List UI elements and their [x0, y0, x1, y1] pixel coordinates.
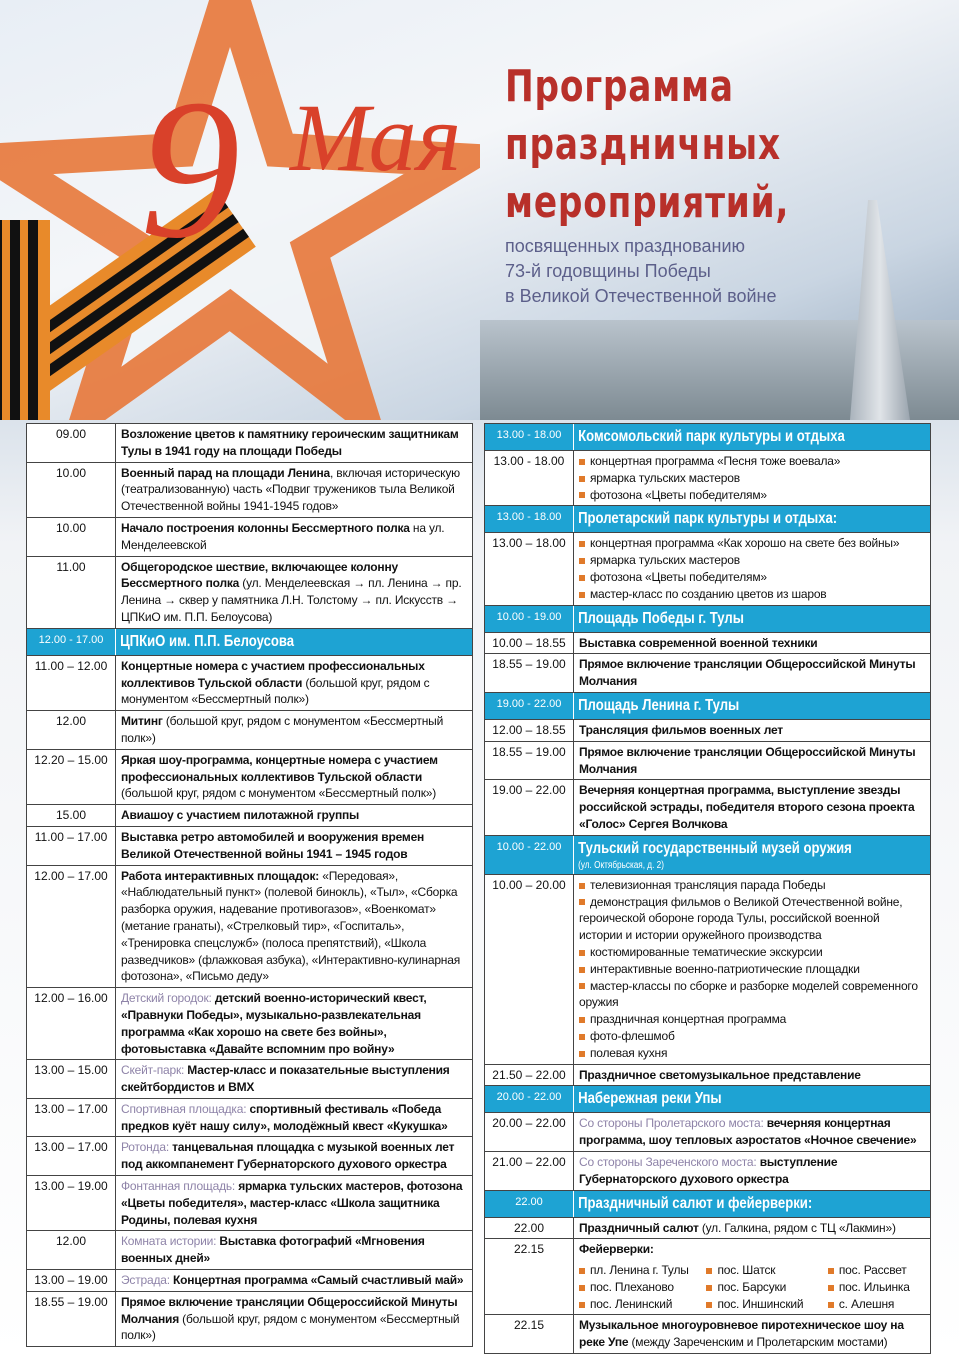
venue-name: Комсомольский парк культуры и отдыха — [578, 428, 845, 445]
event-text: ярмарка тульских мастеров, фотозона «Цветы победителя», мастер-класс «Школа защитника Родины, полевая кухня — [121, 1179, 463, 1227]
location-label: Комната истории: — [121, 1234, 220, 1249]
event-description — [574, 780, 930, 834]
bullet-item: интерактивные военно-патриотические площадки — [579, 961, 925, 978]
table-row — [27, 1269, 472, 1291]
event-description — [116, 750, 472, 804]
event-time: 22.00 — [485, 1191, 574, 1217]
event-description — [116, 1231, 472, 1269]
event-time: 12.00 – 16.00 — [27, 988, 116, 1059]
event-text: Концертная программа «Самый счастливый май» — [173, 1273, 464, 1288]
event-description — [116, 1137, 472, 1175]
bullet-item: фотозона «Цветы победителям» — [579, 487, 925, 504]
event-text: детский военно-исторический квест, «Правнуки Победы», музыкально-развлекательная программа «Как хорошо на свете без войны», фотовыставка «Давайте вспомним про войну» — [121, 991, 427, 1056]
event-text: Прямое включение трансляции Общероссийской Минуты Молчания — [579, 744, 916, 776]
event-text: спортивный фестиваль «Победа предков куёт нашу силу», молодёжный квест «Кукушка» — [121, 1101, 448, 1133]
event-text: Начало построения колонны Бессмертного полка — [121, 520, 410, 535]
event-time: 20.00 - 22.00 — [485, 1086, 574, 1112]
event-time: 21.50 – 22.00 — [485, 1065, 574, 1086]
table-row — [27, 1175, 472, 1230]
table-row — [485, 1217, 930, 1239]
event-time: 09.00 — [27, 424, 116, 462]
event-description — [574, 654, 930, 692]
event-text: Вечерняя концертная программа, выступление звезды российской эстрады, победителя второго сезона проекта «Голос» Сергея Волчкова — [579, 783, 915, 831]
bullet-item: костюмированные тематические экскурсии — [579, 944, 925, 961]
table-row — [27, 1098, 472, 1137]
event-time: 15.00 — [27, 805, 116, 826]
event-time: 12.00 — [27, 1231, 116, 1269]
event-time: 13.00 – 18.00 — [485, 533, 574, 604]
table-row — [27, 865, 472, 988]
table-row — [27, 1291, 472, 1346]
location-label: Скейт-парк: — [121, 1063, 188, 1078]
hero-banner — [0, 0, 959, 420]
bullet-item: ярмарка тульских мастеров — [579, 470, 925, 487]
table-row — [27, 710, 472, 749]
location-label: Со стороны Зареченского моста: — [579, 1154, 760, 1169]
event-time: 13.00 – 17.00 — [27, 1137, 116, 1175]
section-header — [485, 1190, 930, 1217]
event-text: «Передовая», «Наблюдательный пункт» (полевой бинокль), «Тыл», «Сборка разборка оружия, надевание противогазов», «Военкомат» (метание гранаты), «Стрелковый тир», «Госпиталь», «Тренировка спецслужб» (полоса препятствий), «Школа разведчиков» (флажковая азбука), «Интерактивно-кулинарная фотозона», «Письмо деду» — [121, 868, 461, 984]
event-time: 10.00 – 20.00 — [485, 875, 574, 1064]
page-title — [505, 58, 789, 232]
event-time: 12.00 — [27, 711, 116, 749]
event-text: (большой круг, рядом с монументом «Бессмертный полк») — [121, 786, 437, 801]
event-text: Митинг — [121, 714, 163, 729]
event-time: 12.20 – 15.00 — [27, 750, 116, 804]
venue-name: ЦПКиО им. П.П. Белоусова — [120, 632, 295, 650]
subtitle-line: в Великой Отечественной войне — [505, 286, 777, 306]
event-text: Прямое включение трансляции Общероссийской Минуты Молчания — [579, 657, 916, 689]
event-time: 10.00 — [27, 463, 116, 517]
event-time: 11.00 – 17.00 — [27, 827, 116, 865]
table-row — [27, 1136, 472, 1175]
bullet-item: мастер-класс по созданию цветов из шаров — [579, 586, 925, 603]
location-item: пос. Рассвет — [828, 1262, 925, 1279]
event-text: (большой круг, рядом с монументом «Бессмертный полк») — [121, 675, 430, 707]
section-header — [27, 628, 472, 655]
section-header — [485, 1085, 930, 1112]
title-line: праздничных — [505, 119, 781, 170]
location-label: Детский городок: — [121, 991, 215, 1006]
title-line: мероприятий, — [505, 177, 790, 228]
section-title — [574, 1086, 866, 1112]
bullet-item: праздничная концертная программа — [579, 1011, 925, 1028]
bullet-item: концертная программа «Как хорошо на свете без войны» — [579, 535, 925, 552]
venue-name: Пролетарский парк культуры и отдыха: — [578, 510, 838, 528]
event-time: 12.00 – 18.55 — [485, 720, 574, 741]
event-text: Работа интерактивных площадок: — [121, 868, 320, 883]
table-row — [27, 1230, 472, 1269]
subtitle — [505, 234, 776, 309]
event-text: (ул. Менделеевская → пл. Ленина → пр. Ленина → сквер у памятника Л.Н. Толстому → пл. Искусств → ЦПКиО им. П.П. Белоусова) — [121, 576, 462, 624]
event-time: 18.55 – 19.00 — [485, 654, 574, 692]
subtitle-line: 73-й годовщины Победы — [505, 261, 711, 281]
event-description — [116, 424, 472, 462]
event-time: 10.00 — [27, 518, 116, 556]
venue-name: Площадь Ленина г. Тулы — [578, 696, 740, 714]
event-text: Прямое включение трансляции Общероссийской Минуты Молчания — [121, 1294, 458, 1326]
table-row — [485, 632, 930, 654]
table-row — [27, 826, 472, 865]
table-row — [27, 749, 472, 804]
bullet-item: ярмарка тульских мастеров — [579, 552, 925, 569]
table-row — [27, 1059, 472, 1098]
table-row — [485, 1238, 930, 1314]
location-item: пл. Ленина г. Тулы — [579, 1262, 706, 1279]
event-description — [574, 1315, 930, 1353]
event-time: 22.00 — [485, 1218, 574, 1239]
venue-name: Площадь Победы г. Тулы — [578, 609, 744, 627]
section-header — [485, 505, 930, 532]
table-row — [27, 517, 472, 556]
table-row — [27, 655, 472, 710]
table-row — [485, 741, 930, 780]
location-item: пос. Ильинка — [828, 1279, 925, 1296]
event-description — [116, 827, 472, 865]
event-description — [116, 1292, 472, 1346]
event-text: Авиашоу с участием пилотажной группы — [121, 808, 360, 823]
title-line: Программа — [505, 61, 734, 112]
table-row — [485, 874, 930, 1064]
table-row — [485, 532, 930, 604]
event-description — [116, 463, 472, 517]
location-label: Со стороны Пролетарского моста: — [579, 1116, 767, 1131]
event-text: Яркая шоу-программа, концертные номера с участием профессиональных коллективов Тульской области — [121, 752, 438, 784]
location-item: пос. Ленинский — [579, 1296, 706, 1313]
subtitle-line: посвященных празднованию — [505, 236, 746, 256]
event-description — [574, 1113, 930, 1151]
table-row — [485, 719, 930, 741]
event-text: танцевальная площадка с музыкой военных лет под аккомпанемент Губернаторского духового оркестра — [121, 1140, 455, 1172]
event-time: 22.15 — [485, 1315, 574, 1353]
event-text: Военный парад на площади Ленина — [121, 465, 331, 480]
event-text: вечерняя концертная программа, шоу тепловых аэростатов «Ночное свечение» — [579, 1116, 917, 1148]
event-text: (большой круг, рядом с монументом «Бессмертный полк») — [121, 714, 444, 745]
event-time: 11.00 – 12.00 — [27, 656, 116, 710]
event-time: 11.00 — [27, 557, 116, 628]
event-time: 19.00 – 22.00 — [485, 780, 574, 834]
event-description — [116, 557, 472, 628]
table-row — [27, 987, 472, 1059]
event-text: Выставка фотографий «Мгновения военных дней» — [121, 1234, 425, 1266]
location-label: Эстрада: — [121, 1273, 174, 1288]
event-time: 19.00 - 22.00 — [485, 693, 574, 719]
bullet-item: полевая кухня — [579, 1045, 925, 1062]
event-time: 13.00 – 17.00 — [27, 1099, 116, 1137]
event-time: 13.00 – 15.00 — [27, 1060, 116, 1098]
section-header — [485, 835, 930, 874]
event-text: выступление Губернаторского духового оркестра — [579, 1154, 838, 1186]
bullet-item: демонстрация фильмов о Великой Отечественной войне, героической обороне города Тулы, российской военной истории и истории оружейного производства — [579, 894, 925, 944]
location-item: с. Алешня — [828, 1296, 925, 1313]
section-title — [116, 629, 408, 655]
location-label: Спортивная площадка: — [121, 1101, 250, 1116]
event-description — [574, 533, 930, 604]
event-text: Трансляция фильмов военных лет — [579, 722, 783, 737]
event-description — [116, 711, 472, 749]
bullet-item: фотозона «Цветы победителям» — [579, 569, 925, 586]
event-time: 10.00 – 18.55 — [485, 633, 574, 654]
table-row — [485, 1151, 930, 1190]
venue-name: Тульский государственный музей оружия — [578, 839, 852, 857]
table-row — [27, 804, 472, 826]
location-item: пос. Иншинский — [706, 1296, 827, 1313]
table-row — [485, 779, 930, 834]
table-row — [485, 1064, 930, 1086]
event-description — [116, 805, 472, 826]
section-title — [574, 1191, 866, 1217]
event-time: 18.55 – 19.00 — [485, 742, 574, 780]
event-description — [116, 866, 472, 988]
event-description — [574, 1218, 930, 1239]
event-description — [116, 1099, 472, 1137]
event-description — [116, 988, 472, 1059]
table-row — [27, 424, 472, 462]
schedule-right-column — [484, 423, 931, 1354]
event-time: 13.00 – 19.00 — [27, 1176, 116, 1230]
event-text: Музыкальное многоуровневое пиротехническое шоу на реке Упе — [579, 1318, 904, 1350]
event-description — [574, 1065, 930, 1086]
event-description — [574, 633, 930, 654]
event-text: Выставка современной военной техники — [579, 635, 818, 650]
event-description — [116, 1176, 472, 1230]
event-time: 10.00 - 19.00 — [485, 606, 574, 632]
table-row — [27, 556, 472, 628]
event-text: Выставка ретро автомобилей и вооружения времен Великой Отечественной войны 1941 – 1945 годов — [121, 829, 425, 861]
event-text: Концертные номера с участием профессиональных коллективов Тульской области — [121, 658, 425, 690]
location-item: пос. Плеханово — [579, 1279, 706, 1296]
event-time: 13.00 – 19.00 — [27, 1270, 116, 1291]
venue-name: Набережная реки Упы — [578, 1090, 722, 1108]
venue-address: (ул. Октябрьская, д. 2) — [578, 859, 664, 871]
event-description — [574, 720, 930, 741]
section-header — [485, 424, 930, 450]
section-title — [574, 693, 866, 719]
event-time: 21.00 – 22.00 — [485, 1152, 574, 1190]
event-text: Мастер-класс и показательные выступления скейтбордистов и BMX — [121, 1063, 450, 1095]
event-text: , включая историческую (театрализованную) часть «Подвиг тружеников тыла Великой Отечественной войны 1941-1945 годов» — [121, 465, 460, 514]
event-time: 10.00 - 22.00 — [485, 836, 574, 874]
event-text: Возложение цветов к памятнику героическим защитникам Тулы в 1941 году на площади Победы — [121, 427, 459, 458]
section-header — [485, 605, 930, 632]
event-description — [574, 875, 930, 1064]
event-time: 13.00 - 18.00 — [485, 506, 574, 532]
bullet-item: мастер-классы по сборке и разборке моделей современного оружия — [579, 978, 925, 1012]
venue-name: Праздничный салют и фейерверки: — [578, 1194, 813, 1212]
event-description — [116, 518, 472, 556]
event-time: 13.00 - 18.00 — [485, 424, 574, 450]
star-ribbon-graphic — [0, 0, 480, 420]
location-label: Фонтанная площадь: — [121, 1179, 239, 1194]
event-description — [116, 1270, 472, 1291]
bullet-item: концертная программа «Песня тоже воевала» — [579, 453, 925, 470]
event-description — [574, 742, 930, 780]
section-title — [574, 836, 866, 874]
location-label: Ротонда: — [121, 1140, 173, 1155]
event-text: (большой круг, рядом с монументом «Бессмертный полк») — [121, 1311, 460, 1343]
event-text: (между Зареченским и Пролетарским мостами) — [628, 1335, 888, 1350]
fireworks-locations — [579, 1262, 925, 1312]
event-text: Праздничный салют — [579, 1220, 699, 1235]
event-time: 12.00 – 17.00 — [27, 866, 116, 988]
table-row — [485, 1314, 930, 1353]
event-text: Праздничное светомузыкальное представление — [579, 1067, 861, 1082]
location-item: пос. Шатск — [706, 1262, 827, 1279]
section-title — [574, 424, 866, 450]
event-text: (ул. Галкина, рядом с ТЦ «Лакмин») — [698, 1220, 896, 1235]
event-description — [116, 1060, 472, 1098]
event-time: 18.55 – 19.00 — [27, 1292, 116, 1346]
event-description — [116, 656, 472, 710]
bullet-item: фото-флешмоб — [579, 1028, 925, 1045]
section-header — [485, 692, 930, 719]
event-time: 22.15 — [485, 1239, 574, 1314]
event-time: 20.00 – 22.00 — [485, 1113, 574, 1151]
stele-photo — [850, 200, 910, 420]
section-title — [574, 506, 866, 532]
event-description — [574, 1152, 930, 1190]
location-item: пос. Барсуки — [706, 1279, 827, 1296]
event-text: на ул. Менделеевской — [121, 520, 445, 552]
section-title — [574, 606, 866, 632]
event-text: Фейерверки: — [579, 1242, 654, 1257]
table-row — [485, 653, 930, 692]
event-time: 13.00 - 18.00 — [485, 451, 574, 505]
event-time: 12.00 - 17.00 — [27, 629, 116, 655]
schedule-left-column — [26, 423, 473, 1347]
table-row — [485, 1112, 930, 1151]
table-row — [27, 462, 472, 517]
bullet-item: телевизионная трансляция парада Победы — [579, 877, 925, 894]
event-description — [574, 451, 930, 505]
table-row — [485, 450, 930, 505]
event-text: Общегородское шествие, включающее колонну Бессмертного полка — [121, 559, 398, 591]
event-description — [574, 1239, 930, 1314]
date-month: Мая — [290, 84, 462, 191]
date-day: 9 — [140, 59, 240, 280]
